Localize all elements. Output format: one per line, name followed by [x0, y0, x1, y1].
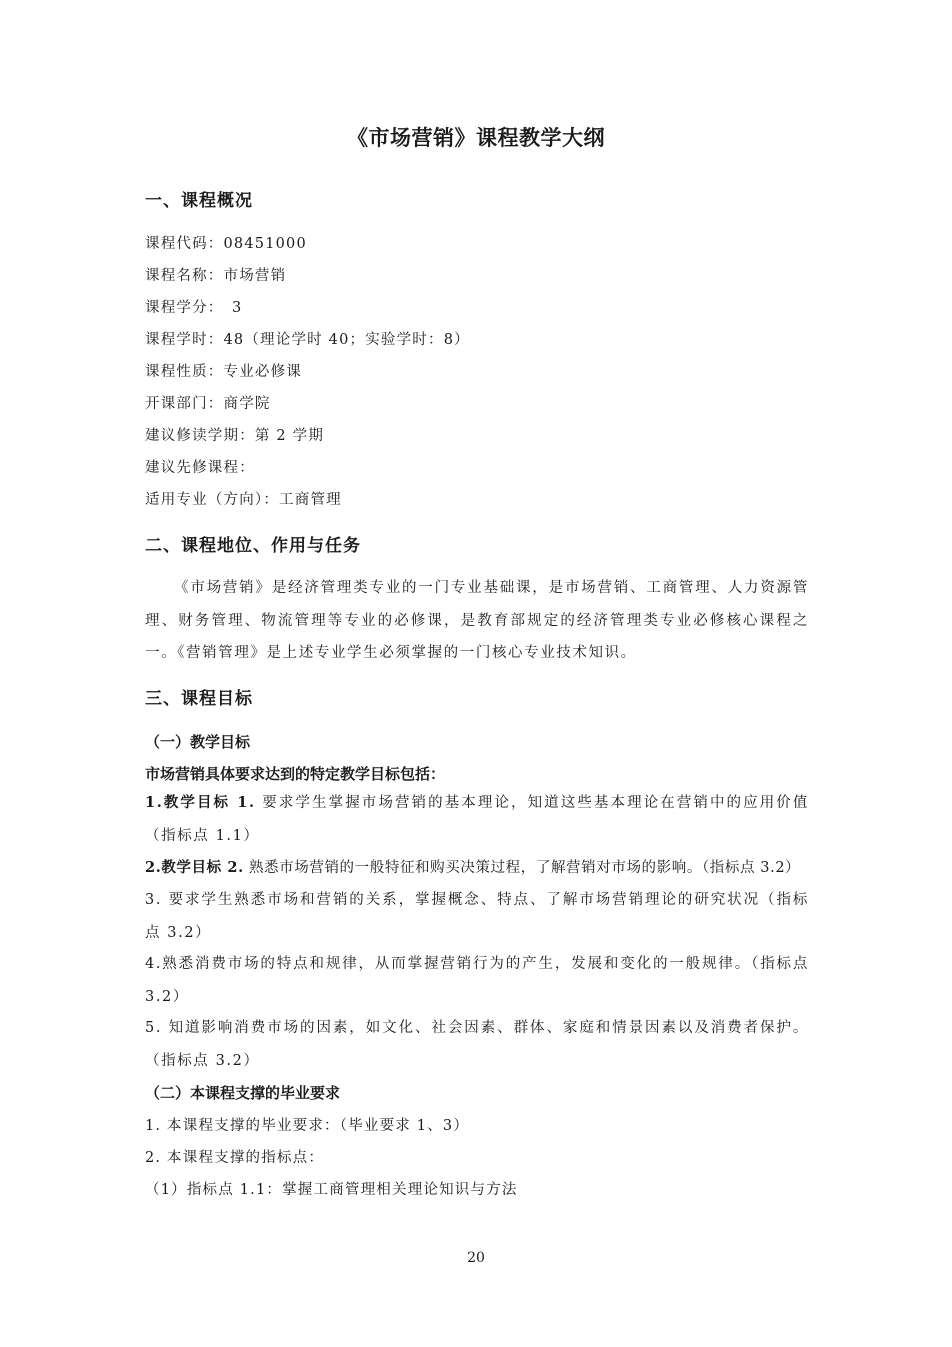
teaching-goal-1-label: 1.教学目标 1. — [145, 794, 256, 811]
subheading-graduation-requirements: （二）本课程支撑的毕业要求 — [145, 1084, 341, 1102]
teaching-goals-intro: 市场营销具体要求达到的特定教学目标包括： — [145, 765, 446, 783]
course-name: 课程名称：市场营销 — [145, 268, 287, 284]
graduation-requirement-1: 1. 本课程支撑的毕业要求：（毕业要求 1、3） — [145, 1118, 470, 1134]
suggested-semester: 建议修读学期：第 2 学期 — [145, 428, 325, 444]
applicable-major: 适用专业（方向）：工商管理 — [145, 492, 342, 508]
indicator-point-1: （1）指标点 1.1：掌握工商管理相关理论知识与方法 — [145, 1182, 518, 1198]
graduation-requirement-2: 2. 本课程支撑的指标点： — [145, 1150, 325, 1166]
page-number: 20 — [467, 1250, 485, 1266]
teaching-goal-1-text: 要求学生掌握市场营销的基本理论，知道这些基本理论在营销中的应用价值（指标点 1.1） — [145, 795, 809, 844]
course-credits: 课程学分： 3 — [145, 300, 243, 316]
teaching-goal-3: 3. 要求学生熟悉市场和营销的关系，掌握概念、特点、了解市场营销理论的研究状况（指标点 3.2） — [145, 892, 809, 941]
position-paragraph: 《市场营销》是经济管理类专业的一门专业基础课，是市场营销、工商管理、人力资源管理、财务管理、物流管理等专业的必修课，是教育部规定的经济管理类专业必修核心课程之一。《营销管理》是上述专业学生必须掌握的一门核心专业技术知识。 — [145, 580, 809, 661]
section-heading-objectives: 三、课程目标 — [145, 689, 253, 709]
teaching-goal-2 — [145, 852, 809, 885]
subheading-teaching-goals: （一）教学目标 — [145, 733, 251, 751]
section-heading-position: 二、课程地位、作用与任务 — [145, 536, 361, 556]
teaching-goal-2-text: 熟悉市场营销的一般特征和购买决策过程，了解营销对市场的影响。（指标点 3.2） — [243, 860, 801, 876]
prerequisite-courses: 建议先修课程： — [145, 460, 255, 476]
course-nature: 课程性质：专业必修课 — [145, 364, 302, 380]
teaching-goal-5: 5. 知道影响消费市场的因素，如文化、社会因素、群体、家庭和情景因素以及消费者保护。（指标点 3.2） — [145, 1020, 809, 1069]
teaching-goal-1 — [145, 787, 809, 852]
course-hours: 课程学时：48（理论学时 40；实验学时：8） — [145, 332, 470, 348]
teaching-goal-2-label: 2.教学目标 2. — [145, 859, 244, 876]
section-heading-overview: 一、课程概况 — [145, 191, 253, 211]
document-title: 《市场营销》课程教学大纲 — [347, 125, 605, 150]
course-code: 课程代码：08451000 — [145, 236, 307, 252]
teaching-goal-4: 4.熟悉消费市场的特点和规律，从而掌握营销行为的产生，发展和变化的一般规律。（指标点 3.2） — [145, 956, 809, 1005]
offering-department: 开课部门：商学院 — [145, 396, 271, 412]
